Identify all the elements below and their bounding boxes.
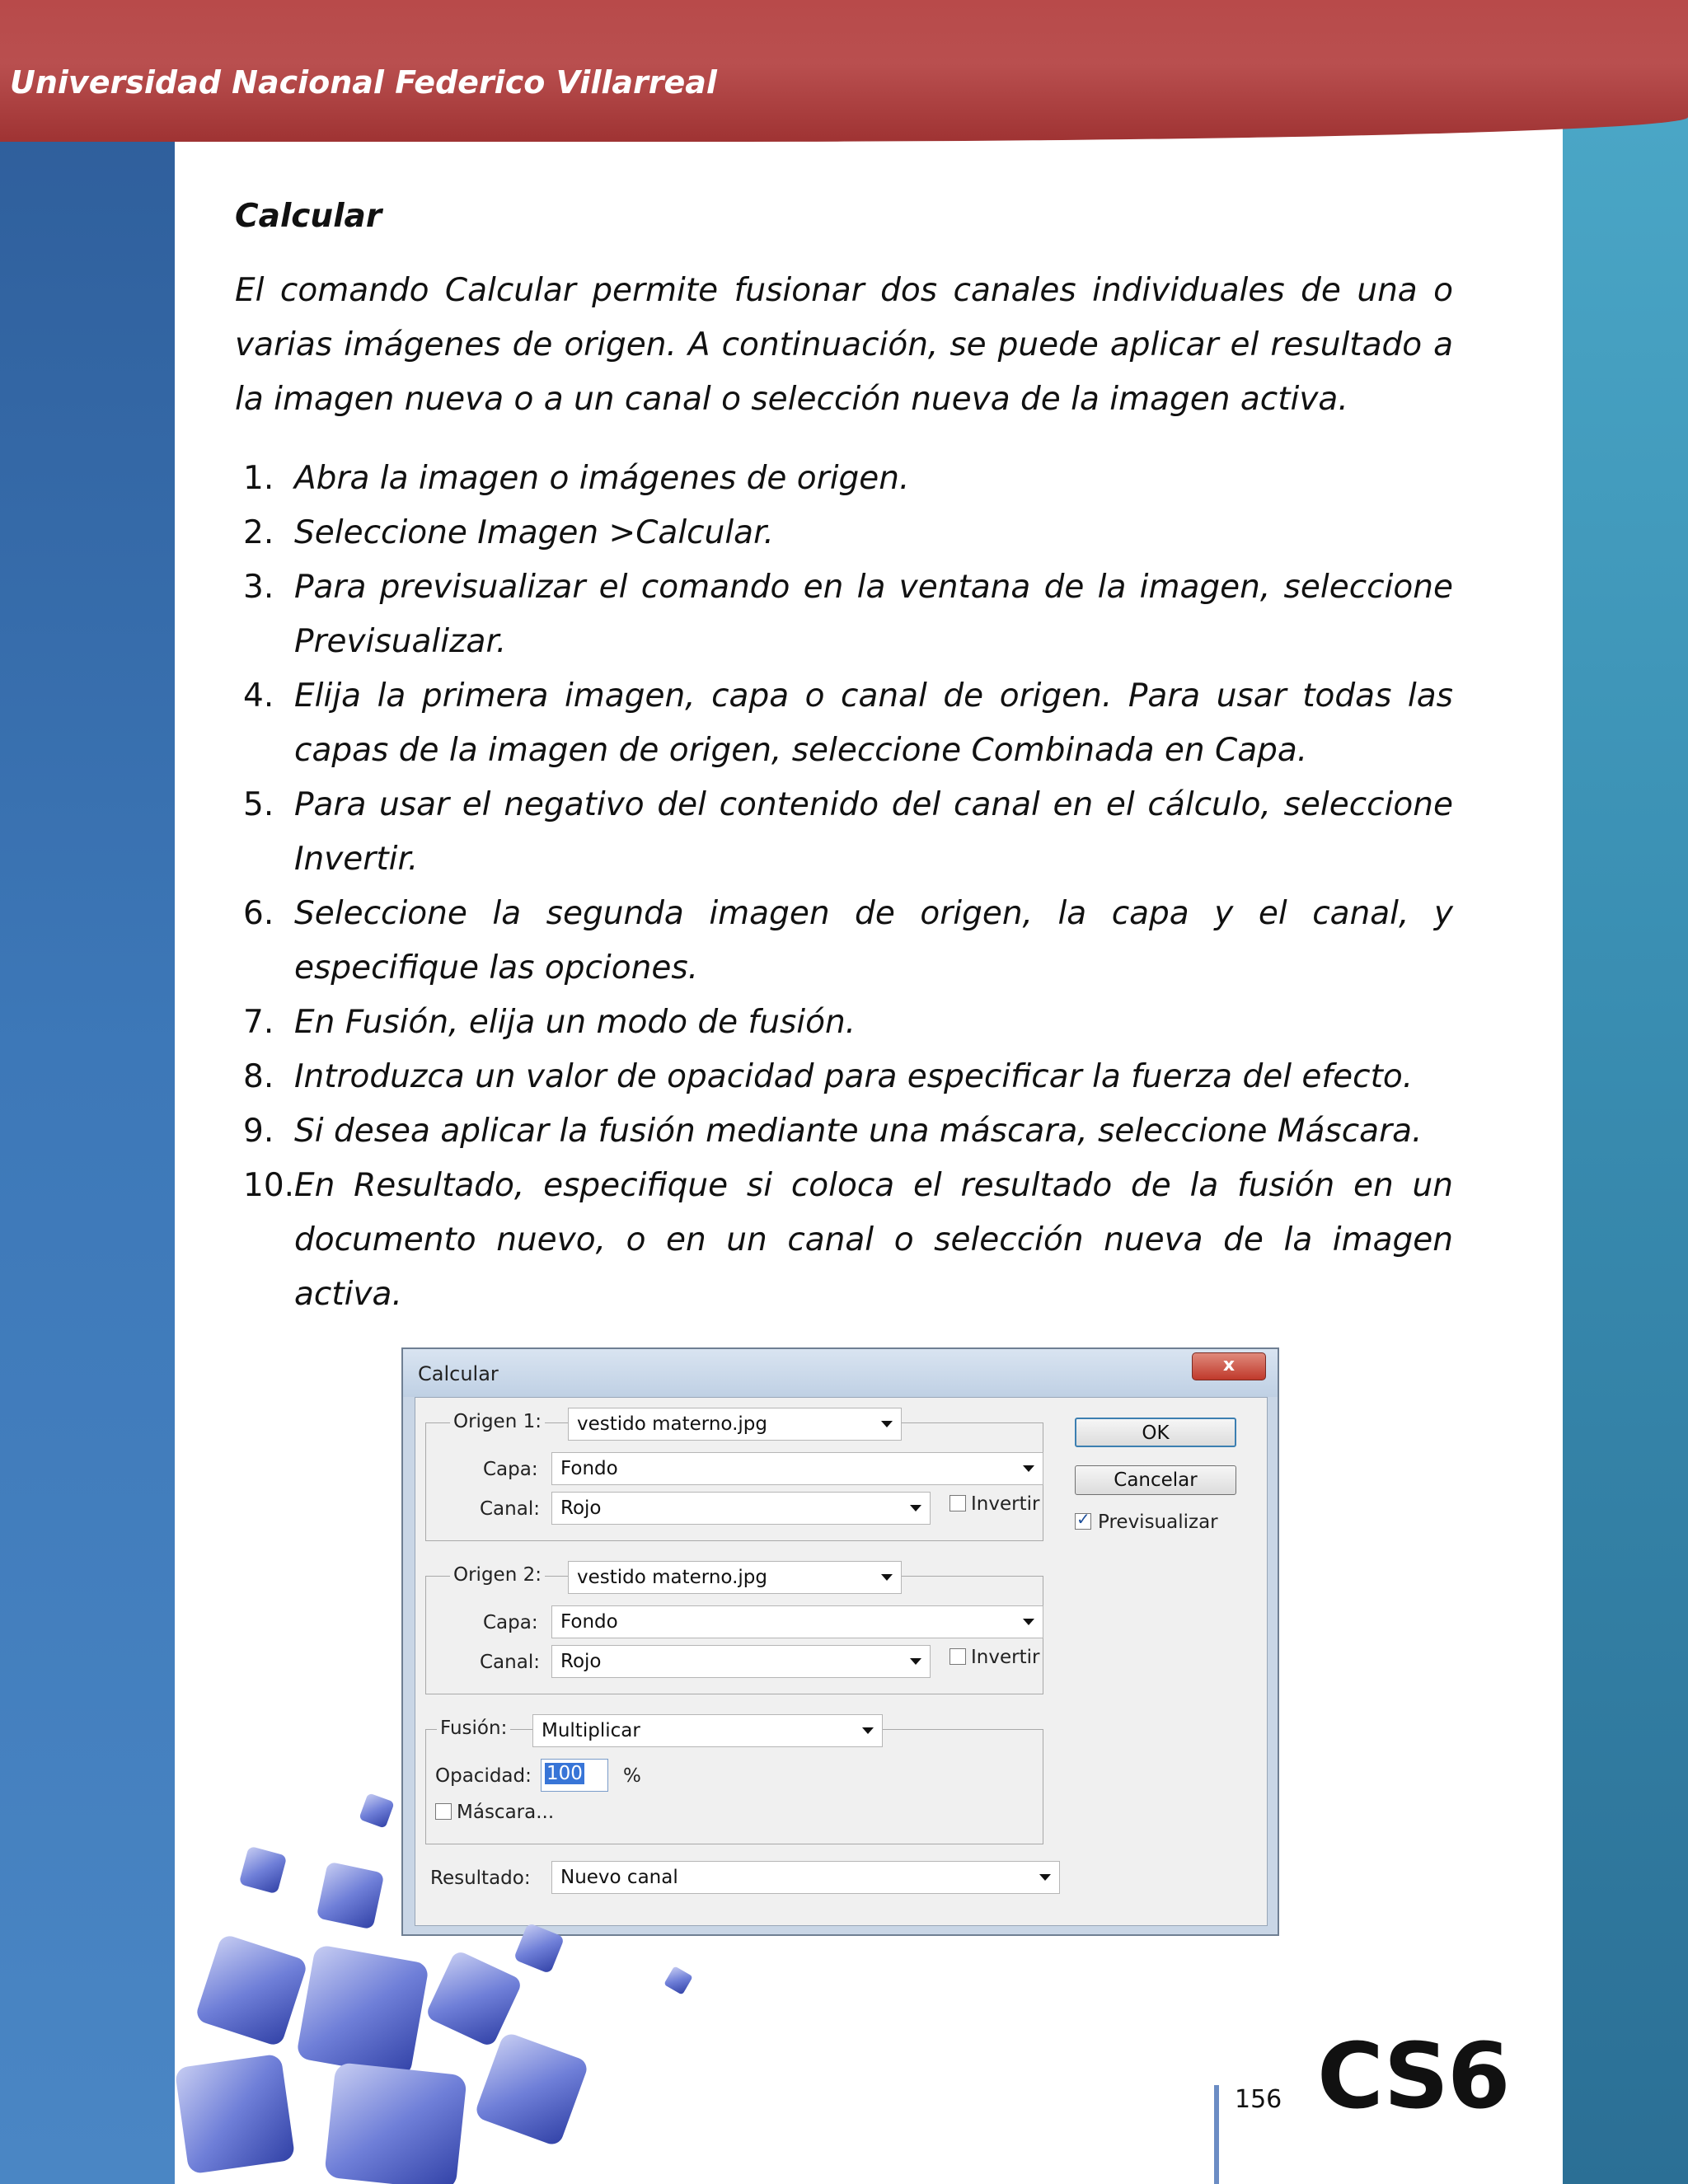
capa2-label: Capa: [483,1612,538,1633]
list-text: Si desea aplicar la fusión mediante una máscara, seleccione Máscara. [294,1113,1423,1150]
fusion-value: Multiplicar [542,1720,640,1741]
chevron-down-icon [1023,1619,1034,1625]
list-number: 8. [243,1058,274,1095]
canal2-select[interactable] [551,1645,931,1678]
list-number: 2. [243,514,274,551]
list-text: Para previsualizar el comando en la ventana de la imagen, seleccione Previsualizar. [294,569,1453,660]
chevron-down-icon [862,1727,874,1734]
fusion-select[interactable] [532,1714,883,1747]
origen1-select[interactable] [568,1408,902,1441]
origen2-label: Origen 2: [450,1564,545,1586]
origen2-value: vestido materno.jpg [577,1567,767,1588]
left-side-band [0,124,175,2184]
chevron-down-icon [1039,1874,1051,1881]
opacidad-label: Opacidad: [435,1765,532,1787]
canal1-value: Rojo [560,1497,602,1519]
fusion-label: Fusión: [437,1718,510,1739]
resultado-label: Resultado: [430,1868,531,1889]
capa2-value: Fondo [560,1611,618,1633]
list-number: 1. [243,460,274,497]
list-text: En Fusión, elija un modo de fusión. [294,1004,856,1041]
percent-sign: % [623,1765,641,1787]
list-item [235,1050,1453,1104]
header-banner [0,0,1688,142]
chevron-down-icon [1023,1465,1034,1472]
intro-paragraph: El comando Calcular permite fusionar dos canales individuales de una o varias imágenes de origen. A continuación, se puede aplicar el resultado a la imagen nueva o a un canal o selección nueva de la imagen activa. [235,272,1453,418]
footer-divider [1214,2085,1219,2184]
list-text: Seleccione la segunda imagen de origen, la capa y el canal, y especifique las opciones. [294,895,1453,987]
dialog-titlebar [403,1349,1278,1397]
list-item [235,996,1453,1050]
origen1-value: vestido materno.jpg [577,1413,767,1435]
list-number: 7. [243,1004,274,1041]
list-item [235,778,1453,887]
canal1-label: Canal: [480,1498,540,1520]
invertir2-label: Invertir [971,1647,1040,1668]
list-text: En Resultado, especifique si coloca el resultado de la fusión en un documento nuevo, o en un canal o selección nueva de la imagen activa. [294,1167,1453,1313]
list-number: 3. [243,569,274,606]
section-title: Calcular [235,198,382,235]
university-title: Universidad Nacional Federico Villarreal [10,64,717,101]
chevron-down-icon [910,1505,921,1511]
dialog-title: Calcular [418,1362,499,1385]
list-number: 6. [243,895,274,932]
list-text: Elija la primera imagen, capa o canal de origen. Para usar todas las capas de la imagen de origen, seleccione Combinada en Capa. [294,677,1453,769]
resultado-value: Nuevo canal [560,1867,678,1888]
list-item [235,669,1453,778]
mascara-label: Máscara... [457,1802,555,1823]
ok-button[interactable]: OK [1075,1418,1236,1447]
list-text: Introduzca un valor de opacidad para especificar la fuerza del efecto. [294,1058,1414,1095]
list-text: Para usar el negativo del contenido del canal en el cálculo, seleccione Invertir. [294,786,1453,878]
cancel-button[interactable]: Cancelar [1075,1465,1236,1495]
page-number: 156 [1235,2085,1282,2114]
list-text: Seleccione Imagen >Calcular. [294,514,774,551]
list-item [235,1104,1453,1159]
decorative-cubes-image [173,1772,750,2184]
previsualizar-checkbox[interactable] [1075,1513,1091,1530]
origen2-select[interactable] [568,1561,902,1594]
list-item [235,452,1453,506]
capa1-value: Fondo [560,1458,618,1479]
opacidad-value: 100 [546,1763,583,1784]
origen1-label: Origen 1: [450,1411,545,1432]
list-number: 5. [243,786,274,823]
list-item [235,560,1453,669]
list-item [235,506,1453,560]
canal1-select[interactable] [551,1492,931,1525]
right-side-band [1563,115,1688,2184]
canal2-value: Rojo [560,1651,602,1672]
capa1-select[interactable] [551,1452,1043,1485]
chevron-down-icon [881,1574,893,1581]
list-number: 10. [243,1167,295,1204]
invertir1-checkbox[interactable] [950,1495,966,1511]
chevron-down-icon [910,1658,921,1665]
steps-list [235,452,1453,1322]
document-content [235,190,1453,1322]
list-number: 9. [243,1113,274,1150]
list-text: Abra la imagen o imágenes de origen. [294,460,910,497]
cs6-brand: CS6 [1317,2023,1509,2129]
list-number: 4. [243,677,274,715]
capa1-label: Capa: [483,1459,538,1480]
chevron-down-icon [881,1421,893,1427]
list-item [235,887,1453,996]
canal2-label: Canal: [480,1652,540,1673]
previsualizar-label: Previsualizar [1098,1511,1218,1533]
capa2-select[interactable] [551,1605,1043,1638]
invertir1-label: Invertir [971,1493,1040,1515]
list-item [235,1159,1453,1322]
invertir2-checkbox[interactable] [950,1648,966,1665]
close-button[interactable]: x [1192,1352,1266,1380]
